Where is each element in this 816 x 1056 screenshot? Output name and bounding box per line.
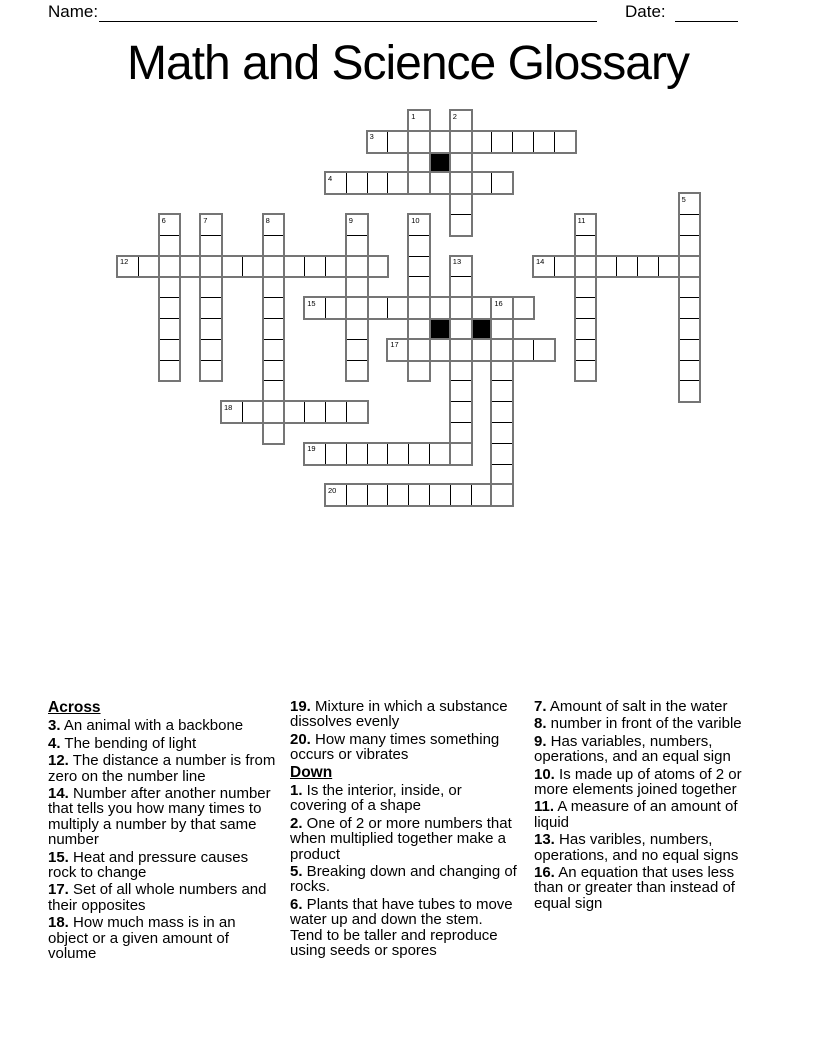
clue [290,897,518,959]
clue [534,832,762,863]
grid-cell [159,235,181,257]
grid-cell [450,401,472,423]
grid-cell [263,422,285,444]
grid-cell [200,339,222,361]
grid-cell [367,297,389,319]
cell-number: 2 [452,111,457,121]
grid-cell [679,380,701,402]
grid-cell [387,131,409,153]
grid-cell [408,360,430,382]
worksheet-title: Math and Science Glossary [127,37,689,90]
clue-number: 18. [48,914,69,932]
grid-cell [408,172,430,194]
clue-text: number in front of the varible [546,715,742,733]
clue-text: An animal with a backbone [60,717,244,735]
grid-cell [429,297,451,319]
grid-cell [679,360,701,382]
clue-number: 19. [290,698,311,715]
grid-cell [575,318,597,340]
grid-cell [429,484,451,506]
grid-cell [263,276,285,298]
grid-cell [450,131,472,153]
clue [48,736,276,751]
clue [290,699,518,730]
grid-cell [637,256,659,278]
cell-number: 13 [452,257,462,267]
grid-cell [263,339,285,361]
grid-cell [450,276,472,298]
clue-number: 4. [48,734,61,752]
clue [534,799,762,830]
clue-column-3 [534,699,762,913]
grid-cell [263,318,285,340]
grid-cell [491,464,513,486]
clue-list-header: Down [290,763,333,781]
clue-text: Has varibles, numbers, operations, and no equal signs [534,831,739,864]
grid-cell [408,276,430,298]
date-blank-line [675,20,738,22]
grid-cell [200,235,222,257]
grid-cell [429,131,451,153]
grid-cell [429,339,451,361]
grid-cell [408,235,430,257]
grid-cell [575,360,597,382]
clue-number: 8. [534,715,547,733]
grid-cell [429,443,451,465]
clue-text: Is the interior, inside, or covering of a shape [290,782,462,815]
clue-text: A measure of an amount of liquid [534,798,738,831]
clue [290,864,518,895]
grid-cell [429,172,451,194]
blocked-cell [471,318,493,340]
cell-number: 14 [536,257,545,267]
grid-cell [658,256,680,278]
grid-cell [491,401,513,423]
grid-cell [491,318,513,340]
cell-number: 19 [307,444,316,454]
grid-cell [408,339,430,361]
grid-cell [450,193,472,215]
grid-cell [325,256,347,278]
grid-cell [200,318,222,340]
grid-cell [367,172,389,194]
grid-cell [346,172,368,194]
grid-cell [491,131,513,153]
grid-cell [159,297,181,319]
clue [48,882,276,913]
grid-cell [408,443,430,465]
grid-cell [346,256,368,278]
grid-cell [159,276,181,298]
grid-cell [679,339,701,361]
grid-cell [346,276,368,298]
clue-column-2 [290,699,518,961]
grid-cell [263,256,285,278]
grid-cell [575,339,597,361]
cell-number: 20 [328,485,337,495]
grid-cell [450,152,472,174]
clue [534,734,762,765]
cell-number: 1 [411,111,416,121]
grid-cell [408,297,430,319]
grid-cell [346,443,368,465]
grid-cell [450,339,472,361]
grid-cell [595,256,617,278]
grid-cell [450,380,472,402]
grid-cell [679,235,701,257]
grid-cell [346,297,368,319]
grid-cell [283,256,305,278]
grid-cell [159,318,181,340]
blocked-cell [429,318,451,340]
cell-number: 15 [307,298,316,308]
clue-text: How many times something occurs or vibrates [290,730,500,764]
grid-cell [450,214,472,236]
grid-cell [408,484,430,506]
grid-cell [512,297,534,319]
clue-number: 13. [534,831,555,849]
crossword-grid [117,110,701,507]
clue-text: One of 2 or more numbers that when multiplied together make a product [290,814,512,863]
cell-number: 8 [265,215,270,225]
clue-number: 5. [290,863,303,881]
grid-cell [346,360,368,382]
grid-cell [408,152,430,174]
cell-number: 9 [348,215,353,225]
grid-cell [450,484,472,506]
date-label: Date: [625,2,666,21]
clue-number: 15. [48,848,69,866]
clue-text: Mixture in which a substance dissolves evenly [290,698,508,731]
grid-cell [575,297,597,319]
cell-number: 17 [390,340,399,350]
clue [48,915,276,961]
grid-cell [159,360,181,382]
grid-cell [325,297,347,319]
grid-cell [491,360,513,382]
cell-number: 10 [411,215,420,225]
grid-cell [283,401,305,423]
grid-cell [450,422,472,444]
grid-cell [491,172,513,194]
grid-cell [200,256,222,278]
grid-cell [387,297,409,319]
clue [48,786,276,848]
clue-text: Heat and pressure causes rock to change [48,848,249,882]
grid-cell [575,256,597,278]
grid-cell [263,401,285,423]
grid-cell [387,443,409,465]
grid-cell [471,172,493,194]
grid-cell [450,297,472,319]
clue-text: Plants that have tubes to move water up and down the stem. Tend to be taller and reproduce using seeds or spores [290,895,513,960]
clue-number: 6. [290,895,303,913]
clue-number: 12. [48,752,69,770]
grid-cell [471,297,493,319]
grid-cell [450,360,472,382]
name-blank-line [99,20,597,22]
clue-number: 16. [534,864,555,882]
grid-cell [491,443,513,465]
grid-cell [325,443,347,465]
grid-cell [471,484,493,506]
grid-cell [263,360,285,382]
grid-cell [304,256,326,278]
clue-text: The bending of light [60,734,197,752]
grid-cell [138,256,160,278]
grid-cell [533,131,555,153]
grid-cell [408,131,430,153]
grid-cell [471,339,493,361]
grid-cell [179,256,201,278]
grid-cell [387,484,409,506]
clue-number: 17. [48,881,69,899]
clue-text: How much mass is in an object or a given amount of volume [48,914,236,963]
cell-number: 16 [494,298,503,308]
clue-list-header: Across [48,699,101,716]
cell-number: 7 [203,215,208,225]
cell-number: 11 [577,215,586,225]
cell-number: 4 [328,173,333,183]
cell-number: 6 [161,215,166,225]
grid-cell [491,484,513,506]
clue-text: Number after another number that tells you how many times to multiply a number by that same number [48,785,271,849]
cell-number: 18 [224,402,233,412]
grid-cell [263,235,285,257]
grid-cell [450,318,472,340]
grid-cell [575,276,597,298]
clue-number: 14. [48,785,69,803]
grid-cell [346,339,368,361]
clue-number: 2. [290,814,303,832]
clue-column-1 [48,699,276,964]
grid-cell [159,256,181,278]
grid-cell [616,256,638,278]
clue-number: 9. [534,732,547,750]
clue-number: 10. [534,765,555,783]
clue-text: Set of all whole numbers and their opposites [48,881,267,914]
grid-cell [304,401,326,423]
clue [48,850,276,881]
clue [48,718,276,733]
grid-cell [242,256,264,278]
cell-number: 12 [120,257,129,267]
grid-cell [200,360,222,382]
grid-cell [367,484,389,506]
clue-number: 7. [534,698,547,715]
clue [534,699,762,714]
grid-cell [679,276,701,298]
clue [290,732,518,763]
grid-cell [554,256,576,278]
grid-cell [159,339,181,361]
cell-number: 3 [369,132,374,142]
clue [290,816,518,862]
grid-cell [263,380,285,402]
grid-cell [242,401,264,423]
cell-number: 5 [681,194,686,204]
grid-cell [200,297,222,319]
grid-cell [471,131,493,153]
grid-cell [679,256,701,278]
grid-cell [346,484,368,506]
grid-cell [491,339,513,361]
grid-cell [325,401,347,423]
clue [48,753,276,784]
grid-cell [346,235,368,257]
name-label: Name: [48,2,99,21]
clue [534,865,762,911]
clue-text: Is made up of atoms of 2 or more elements joined together [534,765,742,799]
grid-cell [450,172,472,194]
grid-cell [200,276,222,298]
grid-cell [408,256,430,278]
grid-cell [512,131,534,153]
clue-text: Has variables, numbers, operations, and an equal sign [534,732,731,766]
clue [534,716,762,731]
grid-cell [491,380,513,402]
grid-cell [554,131,576,153]
clue-text: An equation that uses less than or greater than instead of equal sign [534,864,735,912]
grid-cell [450,443,472,465]
grid-cell [408,318,430,340]
grid-cell [575,235,597,257]
clue-text: The distance a number is from zero on the number line [48,752,276,785]
grid-cell [346,318,368,340]
grid-cell [512,339,534,361]
grid-cell [367,256,389,278]
clue-text: Amount of salt in the water [546,698,728,715]
clue-number: 1. [290,782,303,800]
grid-cell [679,297,701,319]
grid-cell [491,422,513,444]
grid-cell [263,297,285,319]
grid-cell [679,214,701,236]
blocked-cell [429,152,451,174]
grid-cell [533,339,555,361]
grid-cell [367,443,389,465]
clue [290,783,518,814]
grid-cell [387,172,409,194]
clue-number: 11. [534,798,555,816]
grid-cell [679,318,701,340]
grid-cell [221,256,243,278]
clue-number: 3. [48,717,61,735]
clue-number: 20. [290,730,311,748]
grid-cell [346,401,368,423]
clue [534,767,762,798]
clue-text: Breaking down and changing of rocks. [290,863,517,896]
